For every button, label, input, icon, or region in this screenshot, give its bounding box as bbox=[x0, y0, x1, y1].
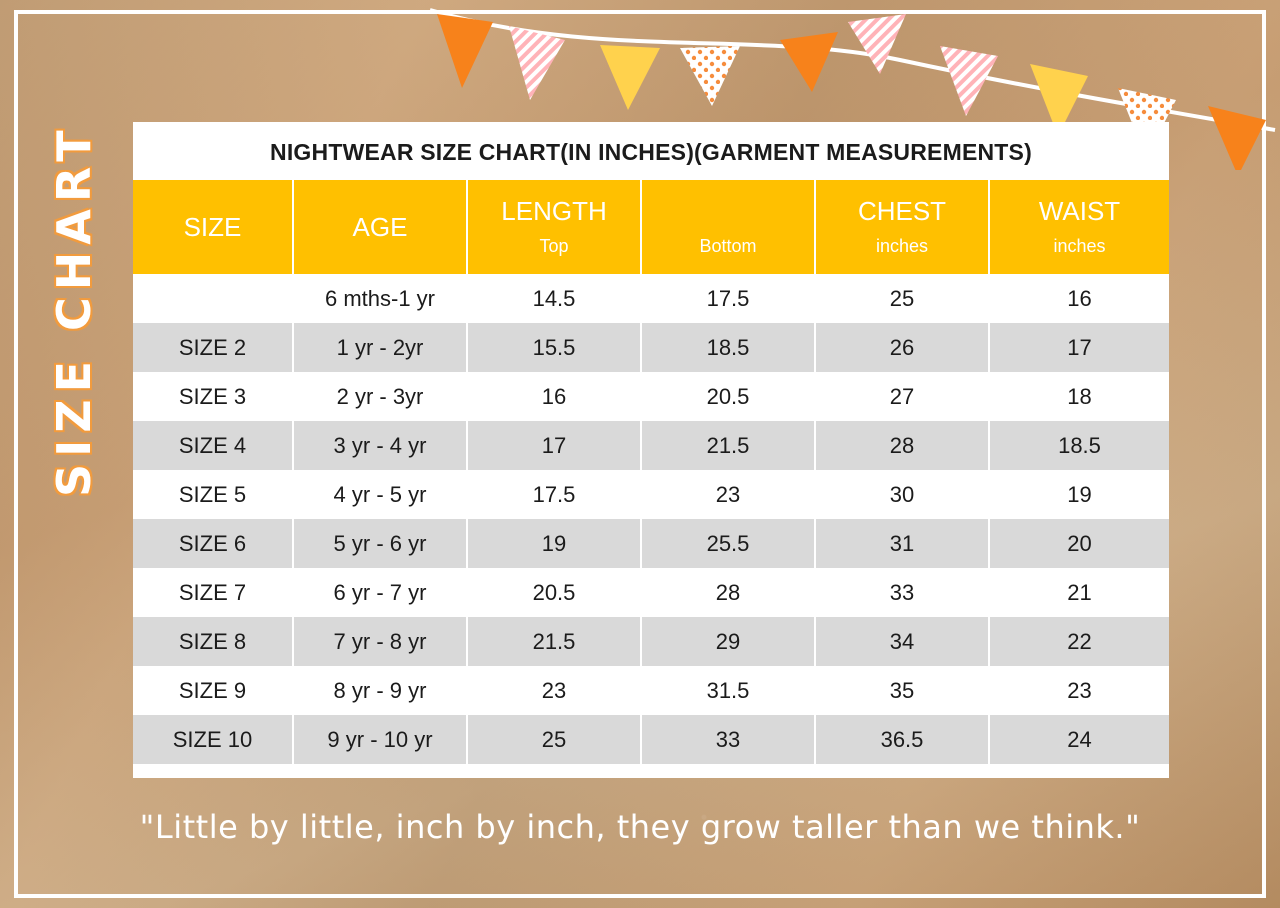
table-cell: 23 bbox=[641, 470, 815, 519]
table-cell: SIZE 6 bbox=[133, 519, 293, 568]
table-cell: 31 bbox=[815, 519, 989, 568]
table-cell: 19 bbox=[467, 519, 641, 568]
table-row bbox=[133, 372, 1169, 421]
header-row bbox=[133, 180, 1169, 274]
column-header-waist bbox=[989, 180, 1169, 274]
table-cell: 14.5 bbox=[467, 274, 641, 323]
table-cell: 15.5 bbox=[467, 323, 641, 372]
table-cell: 25.5 bbox=[641, 519, 815, 568]
table-cell: SIZE 7 bbox=[133, 568, 293, 617]
column-header-chest bbox=[815, 180, 989, 274]
table-cell: 33 bbox=[641, 715, 815, 764]
size-chart-card bbox=[133, 122, 1169, 778]
column-header-length-bottom bbox=[641, 180, 815, 274]
table-row bbox=[133, 421, 1169, 470]
column-header-length-top-label: Top bbox=[539, 236, 569, 257]
table-cell: 25 bbox=[467, 715, 641, 764]
table-row bbox=[133, 715, 1169, 764]
table-cell: 18.5 bbox=[641, 323, 815, 372]
table-cell: 21 bbox=[989, 568, 1169, 617]
table-cell bbox=[133, 274, 293, 323]
table-row bbox=[133, 519, 1169, 568]
table-cell: 18 bbox=[989, 372, 1169, 421]
table-cell: 28 bbox=[641, 568, 815, 617]
table-cell: 3 yr - 4 yr bbox=[293, 421, 467, 470]
table-cell: 21.5 bbox=[467, 617, 641, 666]
table-cell: 28 bbox=[815, 421, 989, 470]
table-cell: 1 yr - 2yr bbox=[293, 323, 467, 372]
table-row bbox=[133, 323, 1169, 372]
table-cell: SIZE 8 bbox=[133, 617, 293, 666]
column-header-length-top bbox=[467, 180, 641, 274]
table-cell: 23 bbox=[467, 666, 641, 715]
chart-title: NIGHTWEAR SIZE CHART(IN INCHES)(GARMENT MEASUREMENTS) bbox=[270, 139, 1032, 165]
table-cell: 25 bbox=[815, 274, 989, 323]
table-cell: 5 yr - 6 yr bbox=[293, 519, 467, 568]
column-header-length-spacer bbox=[642, 197, 814, 226]
column-header-age-label: AGE bbox=[352, 211, 408, 242]
size-chart-table bbox=[133, 180, 1169, 764]
column-header-length-bottom-label: Bottom bbox=[699, 236, 757, 257]
column-header-size bbox=[133, 180, 293, 274]
table-cell: 6 mths-1 yr bbox=[293, 274, 467, 323]
table-cell: 33 bbox=[815, 568, 989, 617]
table-cell: 35 bbox=[815, 666, 989, 715]
table-cell: 31.5 bbox=[641, 666, 815, 715]
table-cell: 30 bbox=[815, 470, 989, 519]
table-cell: 19 bbox=[989, 470, 1169, 519]
table-cell: SIZE 3 bbox=[133, 372, 293, 421]
table-cell: 20 bbox=[989, 519, 1169, 568]
table-cell: 6 yr - 7 yr bbox=[293, 568, 467, 617]
table-cell: 16 bbox=[989, 274, 1169, 323]
table-cell: 8 yr - 9 yr bbox=[293, 666, 467, 715]
column-header-waist-label: WAIST bbox=[1038, 195, 1121, 226]
table-cell: 17 bbox=[989, 323, 1169, 372]
table-cell: SIZE 4 bbox=[133, 421, 293, 470]
column-header-age bbox=[293, 180, 467, 274]
table-row bbox=[133, 274, 1169, 323]
table-cell: 20.5 bbox=[467, 568, 641, 617]
table-cell: 17.5 bbox=[467, 470, 641, 519]
column-header-chest-label: CHEST bbox=[857, 195, 947, 226]
table-cell: 20.5 bbox=[641, 372, 815, 421]
card-bottom-padding bbox=[133, 764, 1169, 778]
table-cell: 22 bbox=[989, 617, 1169, 666]
side-title: SIZE CHART bbox=[47, 123, 101, 497]
table-cell: 17 bbox=[467, 421, 641, 470]
table-cell: SIZE 9 bbox=[133, 666, 293, 715]
table-header bbox=[133, 180, 1169, 274]
table-row bbox=[133, 568, 1169, 617]
table-cell: 36.5 bbox=[815, 715, 989, 764]
table-cell: 18.5 bbox=[989, 421, 1169, 470]
column-header-waist-unit: inches bbox=[1053, 236, 1106, 257]
column-header-size-label: SIZE bbox=[183, 211, 242, 242]
table-body bbox=[133, 274, 1169, 764]
table-row bbox=[133, 470, 1169, 519]
table-cell: 16 bbox=[467, 372, 641, 421]
column-header-length-label: LENGTH bbox=[501, 195, 607, 226]
table-cell: 2 yr - 3yr bbox=[293, 372, 467, 421]
column-header-chest-unit: inches bbox=[875, 236, 929, 257]
table-row bbox=[133, 617, 1169, 666]
table-cell: 23 bbox=[989, 666, 1169, 715]
table-cell: SIZE 2 bbox=[133, 323, 293, 372]
table-cell: SIZE 10 bbox=[133, 715, 293, 764]
table-cell: 29 bbox=[641, 617, 815, 666]
footer-quote: "Little by little, inch by inch, they grow taller than we think." bbox=[139, 808, 1141, 846]
table-cell: 7 yr - 8 yr bbox=[293, 617, 467, 666]
table-cell: 17.5 bbox=[641, 274, 815, 323]
table-cell: SIZE 5 bbox=[133, 470, 293, 519]
table-cell: 24 bbox=[989, 715, 1169, 764]
table-cell: 21.5 bbox=[641, 421, 815, 470]
table-cell: 9 yr - 10 yr bbox=[293, 715, 467, 764]
table-cell: 34 bbox=[815, 617, 989, 666]
table-cell: 27 bbox=[815, 372, 989, 421]
table-row bbox=[133, 666, 1169, 715]
table-cell: 26 bbox=[815, 323, 989, 372]
table-cell: 4 yr - 5 yr bbox=[293, 470, 467, 519]
